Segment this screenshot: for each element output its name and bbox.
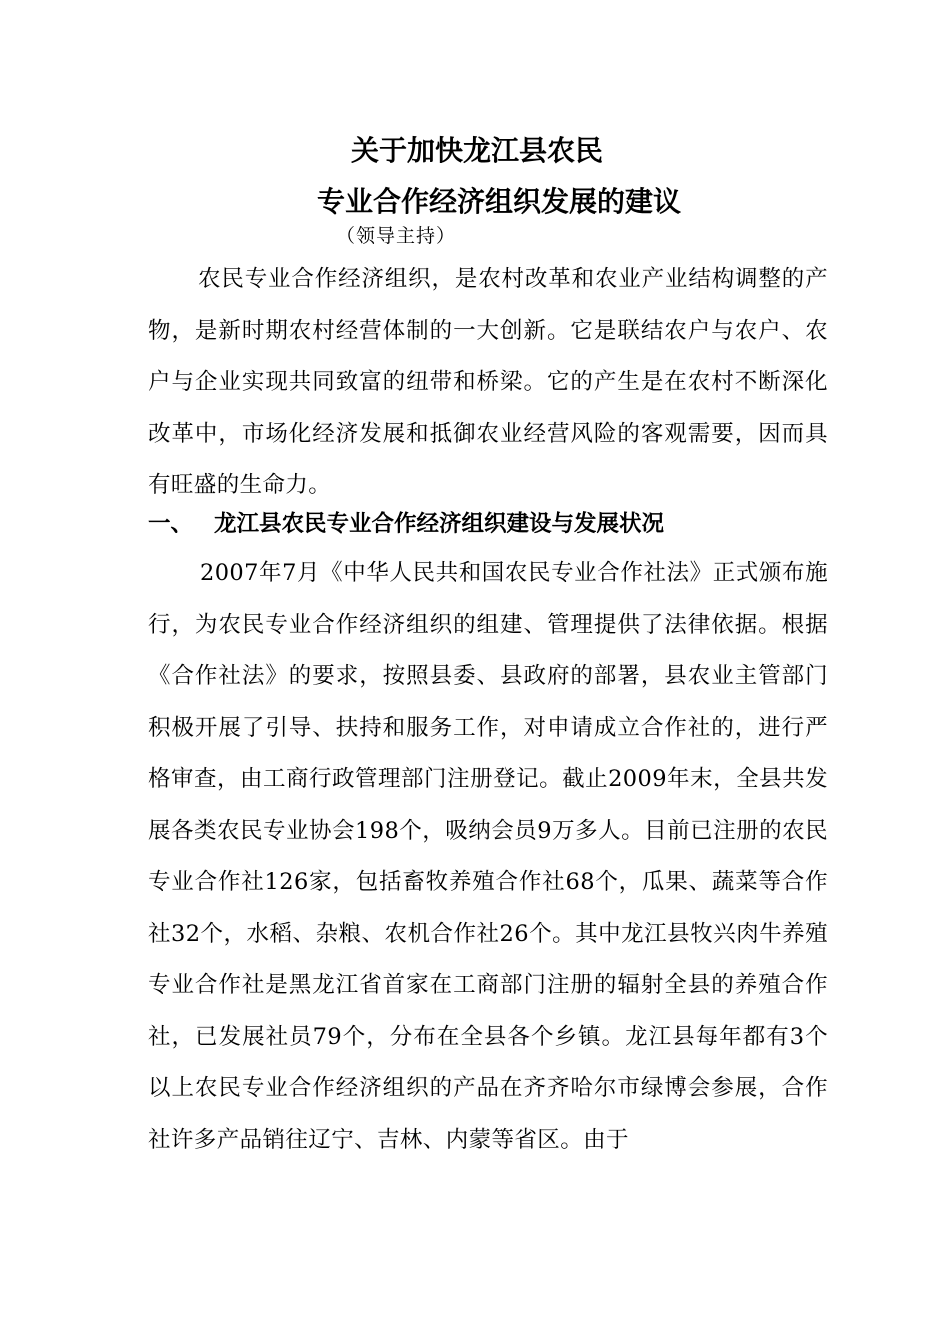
section-heading-text: 龙江县农民专业合作经济组织建设与发展状况 [214,511,665,537]
section-heading [148,507,664,541]
section-number: 一、 [148,511,194,537]
document-title-line-1: 关于加快龙江县农民 [350,134,603,167]
section-paragraph: 2007年7月《中华人民共和国农民专业合作社法》正式颁布施行，为农民专业合作经济组织的组建、管理提供了法律依据。根据《合作社法》的要求，按照县委、县政府的部署，县农业主管部门积极开展了引导、扶持和服务工作，对申请成立合作社的，进行严格审查，由工商行政管理部门注册登记。截止2009年末，全县共发展各类农民专业协会198个，吸纳会员9万多人。目前已注册的农民专业合作社126家，包括畜牧养殖合作社68个，瓜果、蔬菜等合作社32个，水稻、杂粮、农机合作社26个。其中龙江县牧兴肉牛养殖专业合作社是黑龙江省首家在工商部门注册的辐射全县的养殖合作社，已发展社员79个，分布在全县各个乡镇。龙江县每年都有3个以上农民专业合作经济组织的产品在齐齐哈尔市绿博会参展，合作社许多产品销往辽宁、吉林、内蒙等省区。由于 [148,560,828,1153]
intro-paragraph: 农民专业合作经济组织，是农村改革和农业产业结构调整的产物，是新时期农村经营体制的一大创新。它是联结农户与农户、农户与企业实现共同致富的纽带和桥梁。它的产生是在农村不断深化改革中，市场化经济发展和抵御农业经营风险的客观需要，因而具有旺盛的生命力。 [148,266,828,498]
document-title-line-2: 专业合作经济组织发展的建议 [316,185,681,218]
document-byline: （领导主持） [336,225,457,247]
